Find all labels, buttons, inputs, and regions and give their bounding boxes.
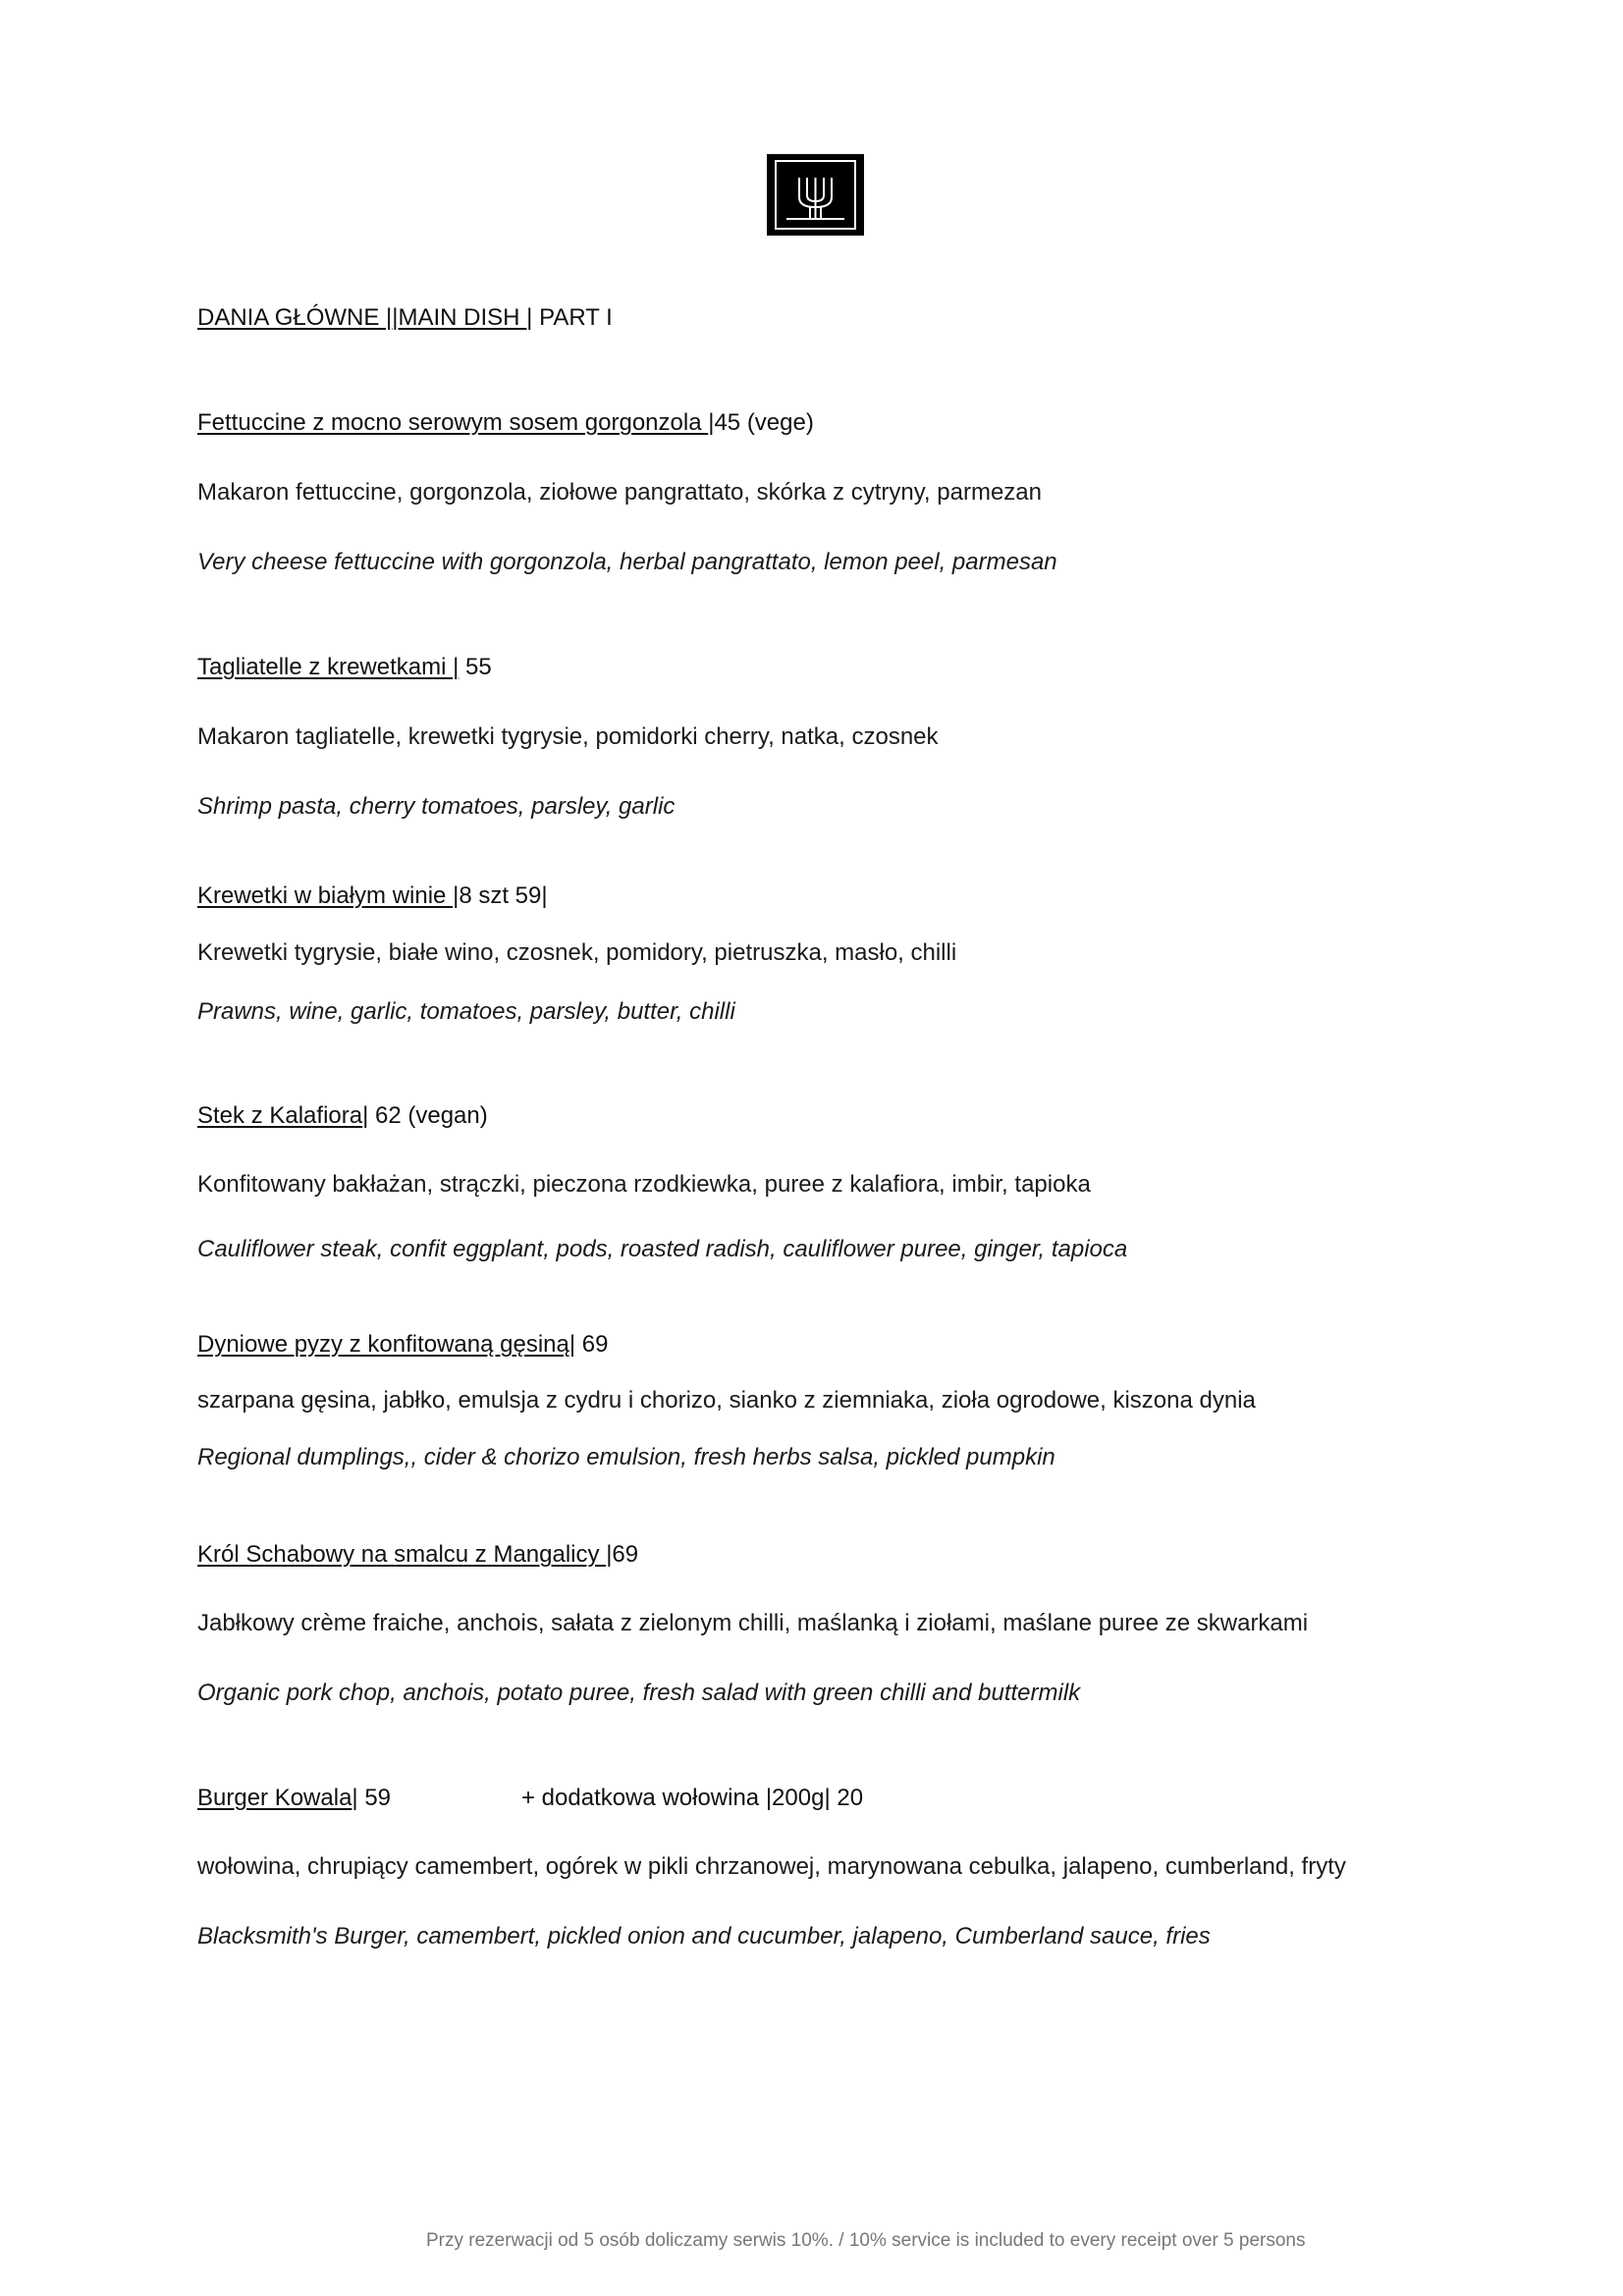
- dish-description-pl: Makaron tagliatelle, krewetki tygrysie, pomidorki cherry, natka, czosnek: [197, 723, 939, 750]
- dish-description-en: Regional dumplings,, cider & chorizo emulsion, fresh herbs salsa, pickled pumpkin: [197, 1444, 1055, 1470]
- dish-title: [197, 654, 492, 681]
- service-charge-note: Przy rezerwacji od 5 osób doliczamy serwis 10%. / 10% service is included to every receipt over 5 persons: [426, 2230, 1306, 2251]
- dish-name: Fettuccine z mocno serowym sosem gorgonzola: [197, 409, 709, 436]
- dish-description-pl: szarpana gęsina, jabłko, emulsja z cydru i chorizo, sianko z ziemniaka, zioła ogrodowe, kiszona dynia: [197, 1387, 1256, 1414]
- dish-description-pl: Jabłkowy crème fraiche, anchois, sałata z zielonym chilli, maślanką i ziołami, maślane puree ze skwarkami: [197, 1610, 1309, 1636]
- dish-price: |45 (vege): [708, 409, 814, 436]
- dish-description-pl: Makaron fettuccine, gorgonzola, ziołowe pangrattato, skórka z cytryny, parmezan: [197, 479, 1042, 506]
- dish-description-pl: wołowina, chrupiący camembert, ogórek w pikli chrzanowej, marynowana cebulka, jalapeno, cumberland, fryty: [197, 1853, 1346, 1880]
- dish-price: |69: [606, 1541, 639, 1568]
- dish-description-pl: Konfitowany bakłażan, strączki, pieczona rzodkiewka, puree z kalafiora, imbir, tapioka: [197, 1171, 1091, 1198]
- dish-name: Krewetki w białym winie: [197, 882, 454, 909]
- dish-price: |8 szt 59|: [453, 882, 548, 909]
- dish-description-en: Shrimp pasta, cherry tomatoes, parsley, garlic: [197, 793, 676, 820]
- dish-name: Stek z Kalafiora: [197, 1102, 363, 1129]
- dish-title: [197, 1331, 608, 1359]
- dish-description-en: Blacksmith's Burger, camembert, pickled onion and cucumber, jalapeno, Cumberland sauce, fries: [197, 1923, 1211, 1949]
- dish-title: [197, 1541, 638, 1569]
- dish-extra-option: + dodatkowa wołowina |200g| 20: [521, 1785, 864, 1811]
- dish-title: [197, 1785, 391, 1812]
- dish-price: 55: [459, 654, 492, 680]
- restaurant-logo-icon: [767, 154, 864, 236]
- section-title: [197, 304, 613, 332]
- dish-description-en: Organic pork chop, anchois, potato puree, fresh salad with green chilli and buttermilk: [197, 1680, 1081, 1706]
- dish-name: Król Schabowy na smalcu z Mangalicy: [197, 1541, 607, 1568]
- dish-description-en: Cauliflower steak, confit eggplant, pods, roasted radish, cauliflower puree, ginger, tapioca: [197, 1236, 1128, 1262]
- dish-description-en: Very cheese fettuccine with gorgonzola, herbal pangrattato, lemon peel, parmesan: [197, 549, 1057, 575]
- dish-name: Burger Kowala: [197, 1785, 352, 1811]
- dish-description-en: Prawns, wine, garlic, tomatoes, parsley, butter, chilli: [197, 998, 735, 1025]
- dish-title: [197, 1102, 488, 1130]
- dish-description-pl: Krewetki tygrysie, białe wino, czosnek, pomidory, pietruszka, masło, chilli: [197, 939, 957, 966]
- dish-name: Tagliatelle z krewetkami |: [197, 654, 460, 680]
- section-title-part: PART I: [532, 304, 613, 331]
- dish-name: Dyniowe pyzy z konfitowaną gęsiną|: [197, 1331, 576, 1358]
- dish-title: [197, 409, 814, 437]
- dish-price: | 59: [352, 1785, 392, 1811]
- dish-price: 69: [575, 1331, 609, 1358]
- section-title-main: DANIA GŁÓWNE ||MAIN DISH |: [197, 304, 533, 331]
- dish-price: | 62 (vegan): [362, 1102, 488, 1129]
- dish-title: [197, 882, 548, 910]
